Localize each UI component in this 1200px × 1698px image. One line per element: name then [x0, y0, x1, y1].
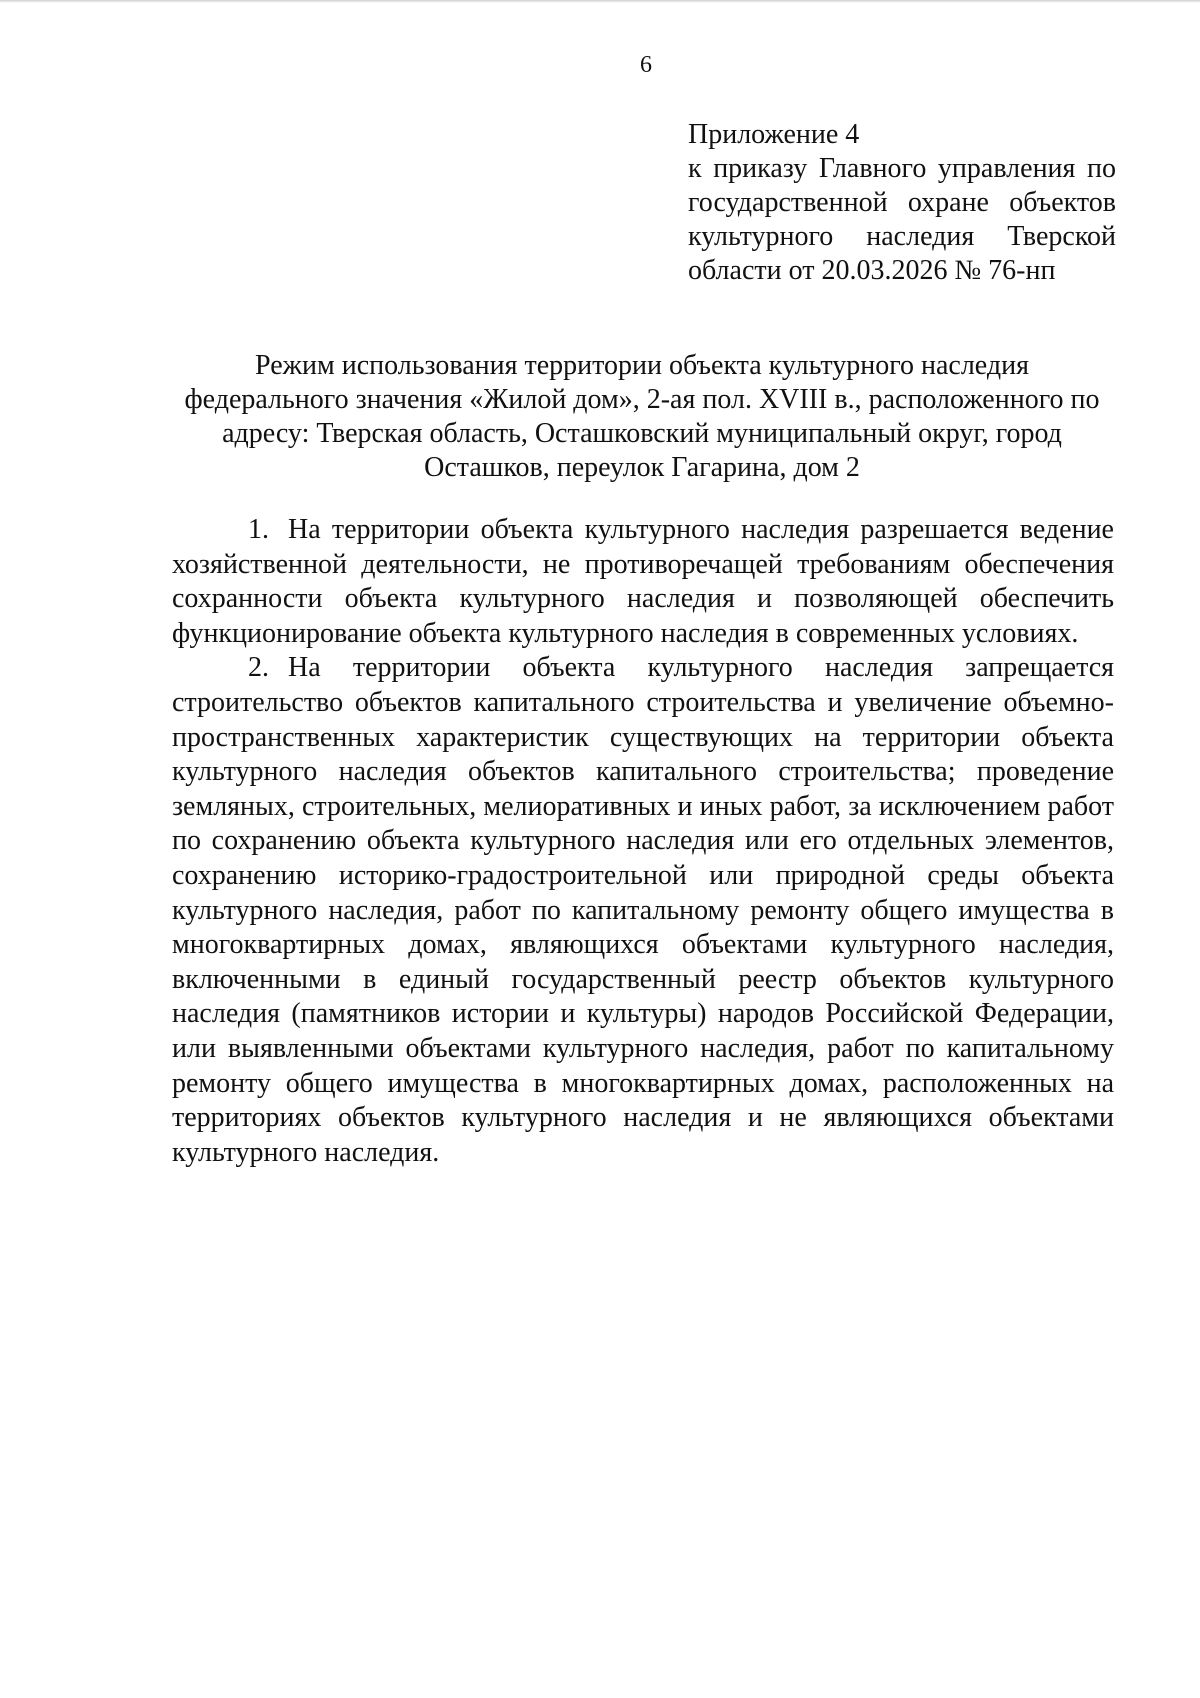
title-line: Режим использования территории объекта культурного наследия: [255, 350, 1029, 381]
appendix-line: культурного наследия Тверской: [688, 221, 1116, 252]
appendix-line: Приложение 4: [688, 119, 860, 150]
document-body: [172, 513, 1114, 1170]
clause-number: 2.: [248, 652, 269, 684]
title-line: адресу: Тверская область, Осташковский муниципальный округ, город: [222, 418, 1062, 449]
clause-text: На территории объекта культурного наследия разрешается ведение хозяйственной деятельности, не противоречащей требованиям обеспечения сохранности объекта культурного наследия и позволяющей обеспечить функционирование объекта культурного наследия в современных условиях.: [172, 514, 1114, 649]
clause-text: На территории объекта культурного наследия запрещается строительство объектов капитального строительства и увеличение объемно-пространственных характеристик существующих на территории объекта культурного наследия объектов капитального строительства; проведение земляных, строительных, мелиоративных и иных работ, за исключением работ по сохранению объекта культурного наследия или его отдельных элементов, сохранению историко-градостроительной или природной среды объекта культурного наследия, работ по капитальному ремонту общего имущества в многоквартирных домах, являющихся объектами культурного наследия, включенными в единый государственный реестр объектов культурного наследия (памятников истории и культуры) народов Российской Федерации, или выявленными объектами культурного наследия, работ по капитальному ремонту общего имущества в многоквартирных домах, расположенных на территориях объектов культурного наследия и не являющихся объектами культурного наследия.: [172, 652, 1114, 1168]
appendix-header: [688, 118, 1116, 288]
page-number: 6: [640, 52, 652, 78]
clause-paragraph: [172, 513, 1114, 651]
clause-paragraph: [172, 651, 1114, 1170]
appendix-line: области от 20.03.2026 № 76-нп: [688, 255, 1056, 286]
document-title: [170, 349, 1114, 485]
title-line: Осташков, переулок Гагарина, дом 2: [424, 452, 860, 483]
title-line: федерального значения «Жилой дом», 2-ая пол. XVIII в., расположенного по: [184, 384, 1100, 415]
appendix-line: государственной охране объектов: [688, 187, 1116, 218]
appendix-line: к приказу Главного управления по: [688, 153, 1116, 184]
scan-edge: [0, 0, 1200, 3]
clause-number: 1.: [248, 514, 269, 545]
